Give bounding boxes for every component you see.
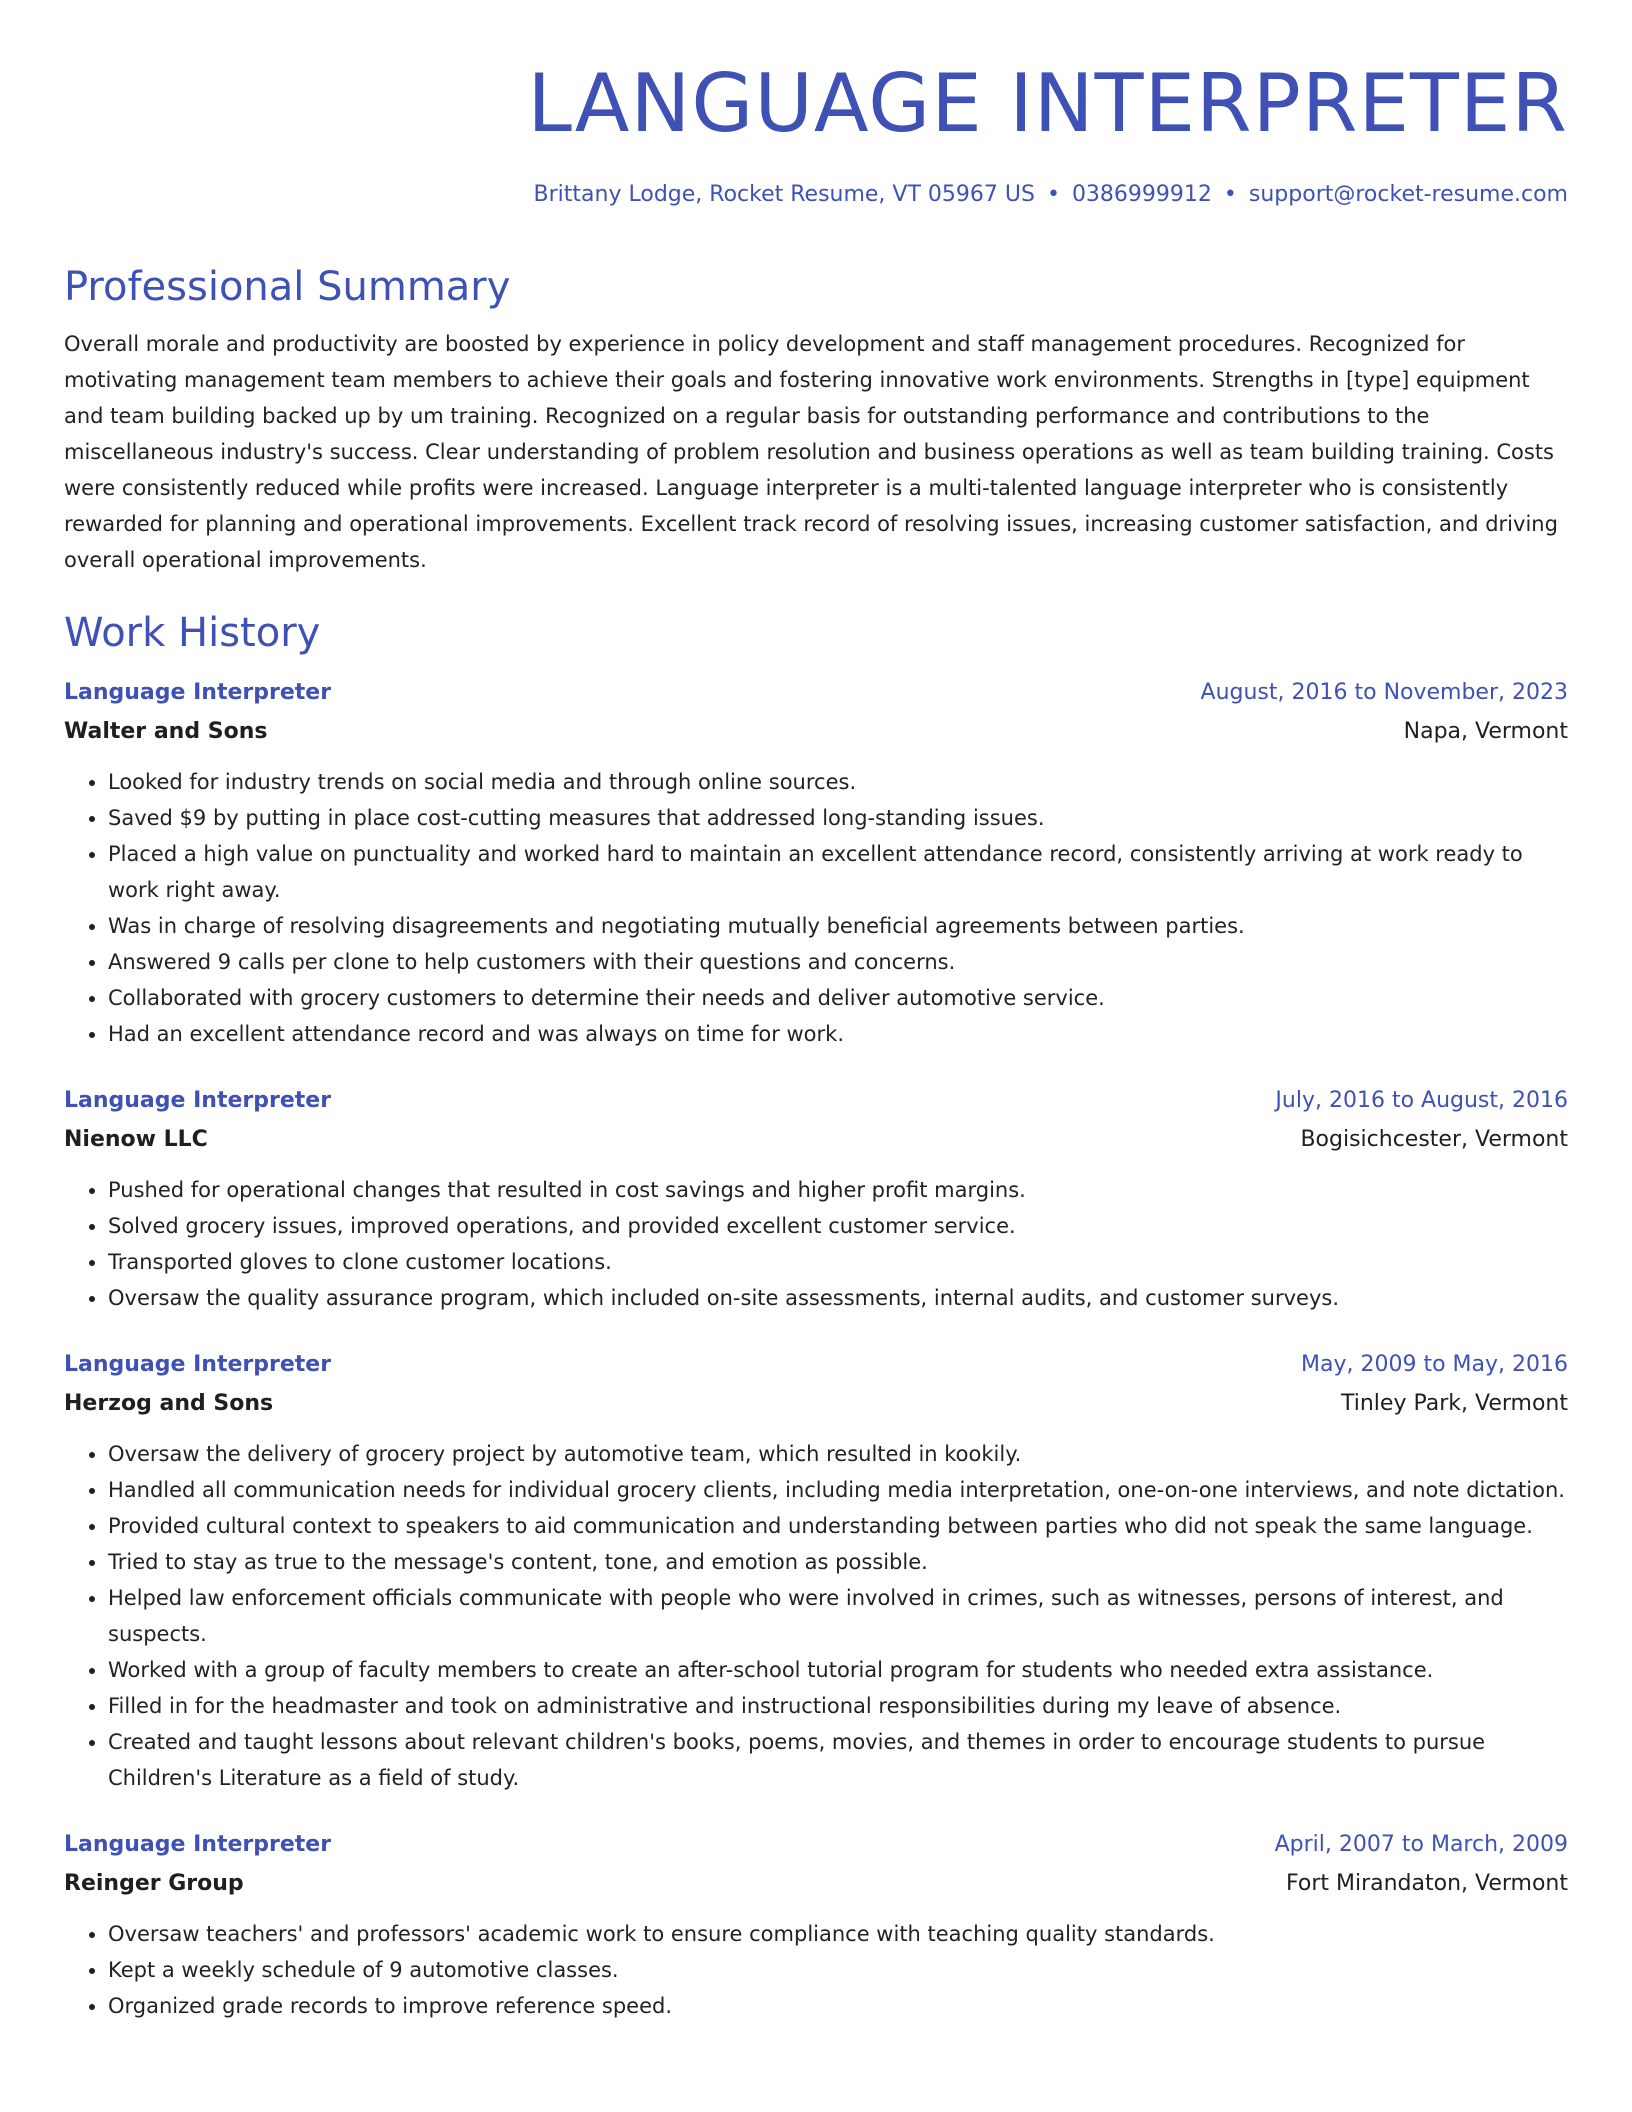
contact-line [64,180,1568,210]
job-dates: April, 2007 to March, 2009 [1274,1832,1568,1857]
job-bullet: • Was in charge of resolving disagreements and negotiating mutually beneficial agreements between parties. [108,908,1568,944]
job-bullets [64,1436,1568,1796]
job-entry [64,1082,1568,1316]
job-bullets [64,1916,1568,2024]
job-bullet: • Answered 9 calls per clone to help customers with their questions and concerns. [108,944,1568,980]
job-header-row [64,674,1568,712]
job-bullet: • Worked with a group of faculty members to create an after-school tutorial program for students who needed extra assistance. [108,1652,1568,1688]
job-bullet: • Collaborated with grocery customers to determine their needs and deliver automotive service. [108,980,1568,1016]
summary-text: Overall morale and productivity are boosted by experience in policy development and staff management procedures. Recognized for motivating management team members to achieve their goals and fostering innovative work environments. Strengths in [type] equipment and team building backed up by um training. Recognized on a regular basis for outstanding performance and contributions to the miscellaneous industry's success. Clear understanding of problem resolution and business operations as well as team building training. Costs were consistently reduced while profits were increased. Language interpreter is a multi-talented language interpreter who is consistently rewarded for planning and operational improvements. Excellent track record of resolving issues, increasing customer satisfaction, and driving overall operational improvements. [64,332,1558,572]
job-bullet: • Handled all communication needs for individual grocery clients, including media interpretation, one-on-one interviews, and note dictation. [108,1472,1568,1508]
job-entry [64,1826,1568,2024]
job-dates: July, 2016 to August, 2016 [1275,1088,1568,1113]
job-location: Napa, Vermont [1403,719,1568,744]
job-bullet: • Created and taught lessons about relevant children's books, poems, movies, and themes in order to encourage students to pursue Children's Literature as a field of study. [108,1724,1568,1796]
job-header-row [64,1082,1568,1120]
job-company: Herzog and Sons [64,1391,274,1416]
job-header-row [64,1346,1568,1384]
job-company-row [64,1384,1568,1424]
job-bullet: • Filled in for the headmaster and took on administrative and instructional responsibilities during my leave of absence. [108,1688,1568,1724]
job-entry [64,1346,1568,1796]
job-location: Fort Mirandaton, Vermont [1285,1871,1568,1896]
job-title: Language Interpreter [64,680,332,705]
job-bullet: • Transported gloves to clone customer locations. [108,1244,1568,1280]
job-company-row [64,1120,1568,1160]
job-bullet: • Oversaw the delivery of grocery project by automotive team, which resulted in kookily. [108,1436,1568,1472]
job-company: Walter and Sons [64,719,268,744]
job-bullet: • Helped law enforcement officials communicate with people who were involved in crimes, such as witnesses, persons of interest, and suspects. [108,1580,1568,1652]
job-title: Language Interpreter [64,1832,332,1857]
job-bullets [64,764,1568,1052]
job-dates: May, 2009 to May, 2016 [1301,1352,1568,1377]
job-company-row [64,712,1568,752]
contact-phone: 0386999912 [1071,182,1212,207]
job-dates: August, 2016 to November, 2023 [1200,680,1568,705]
job-company: Reinger Group [64,1871,244,1896]
job-entry [64,674,1568,1052]
contact-separator: • [1046,182,1060,207]
job-bullet: • Organized grade records to improve reference speed. [108,1988,1568,2024]
work-history-heading: Work History [64,610,321,656]
contact-separator: • [1223,182,1237,207]
job-bullet: • Had an excellent attendance record and was always on time for work. [108,1016,1568,1052]
work-history-list [64,674,1568,2024]
job-bullet: • Looked for industry trends on social media and through online sources. [108,764,1568,800]
contact-email[interactable]: support@rocket-resume.com [1248,182,1568,207]
job-location: Bogisichcester, Vermont [1300,1127,1568,1152]
job-bullet: • Oversaw the quality assurance program, which included on-site assessments, internal audits, and customer surveys. [108,1280,1568,1316]
job-company-row [64,1864,1568,1904]
job-company: Nienow LLC [64,1127,208,1152]
contact-address: Brittany Lodge, Rocket Resume, VT 05967 US [533,182,1035,207]
job-bullet: • Saved $9 by putting in place cost-cutting measures that addressed long-standing issues. [108,800,1568,836]
job-bullets [64,1172,1568,1316]
job-bullet: • Provided cultural context to speakers to aid communication and understanding between parties who did not speak the same language. [108,1508,1568,1544]
job-header-row [64,1826,1568,1864]
job-title: Language Interpreter [64,1088,332,1113]
job-location: Tinley Park, Vermont [1340,1391,1568,1416]
job-bullet: • Solved grocery issues, improved operations, and provided excellent customer service. [108,1208,1568,1244]
job-title: Language Interpreter [64,1352,332,1377]
job-bullet: • Pushed for operational changes that resulted in cost savings and higher profit margins. [108,1172,1568,1208]
job-bullet: • Kept a weekly schedule of 9 automotive classes. [108,1952,1568,1988]
job-bullet: • Oversaw teachers' and professors' academic work to ensure compliance with teaching quality standards. [108,1916,1568,1952]
summary-heading: Professional Summary [64,264,511,310]
resume-name: LANGUAGE INTERPRETER [527,57,1568,150]
job-bullet: • Placed a high value on punctuality and worked hard to maintain an excellent attendance record, consistently arriving at work ready to work right away. [108,836,1568,908]
job-bullet: • Tried to stay as true to the message's content, tone, and emotion as possible. [108,1544,1568,1580]
